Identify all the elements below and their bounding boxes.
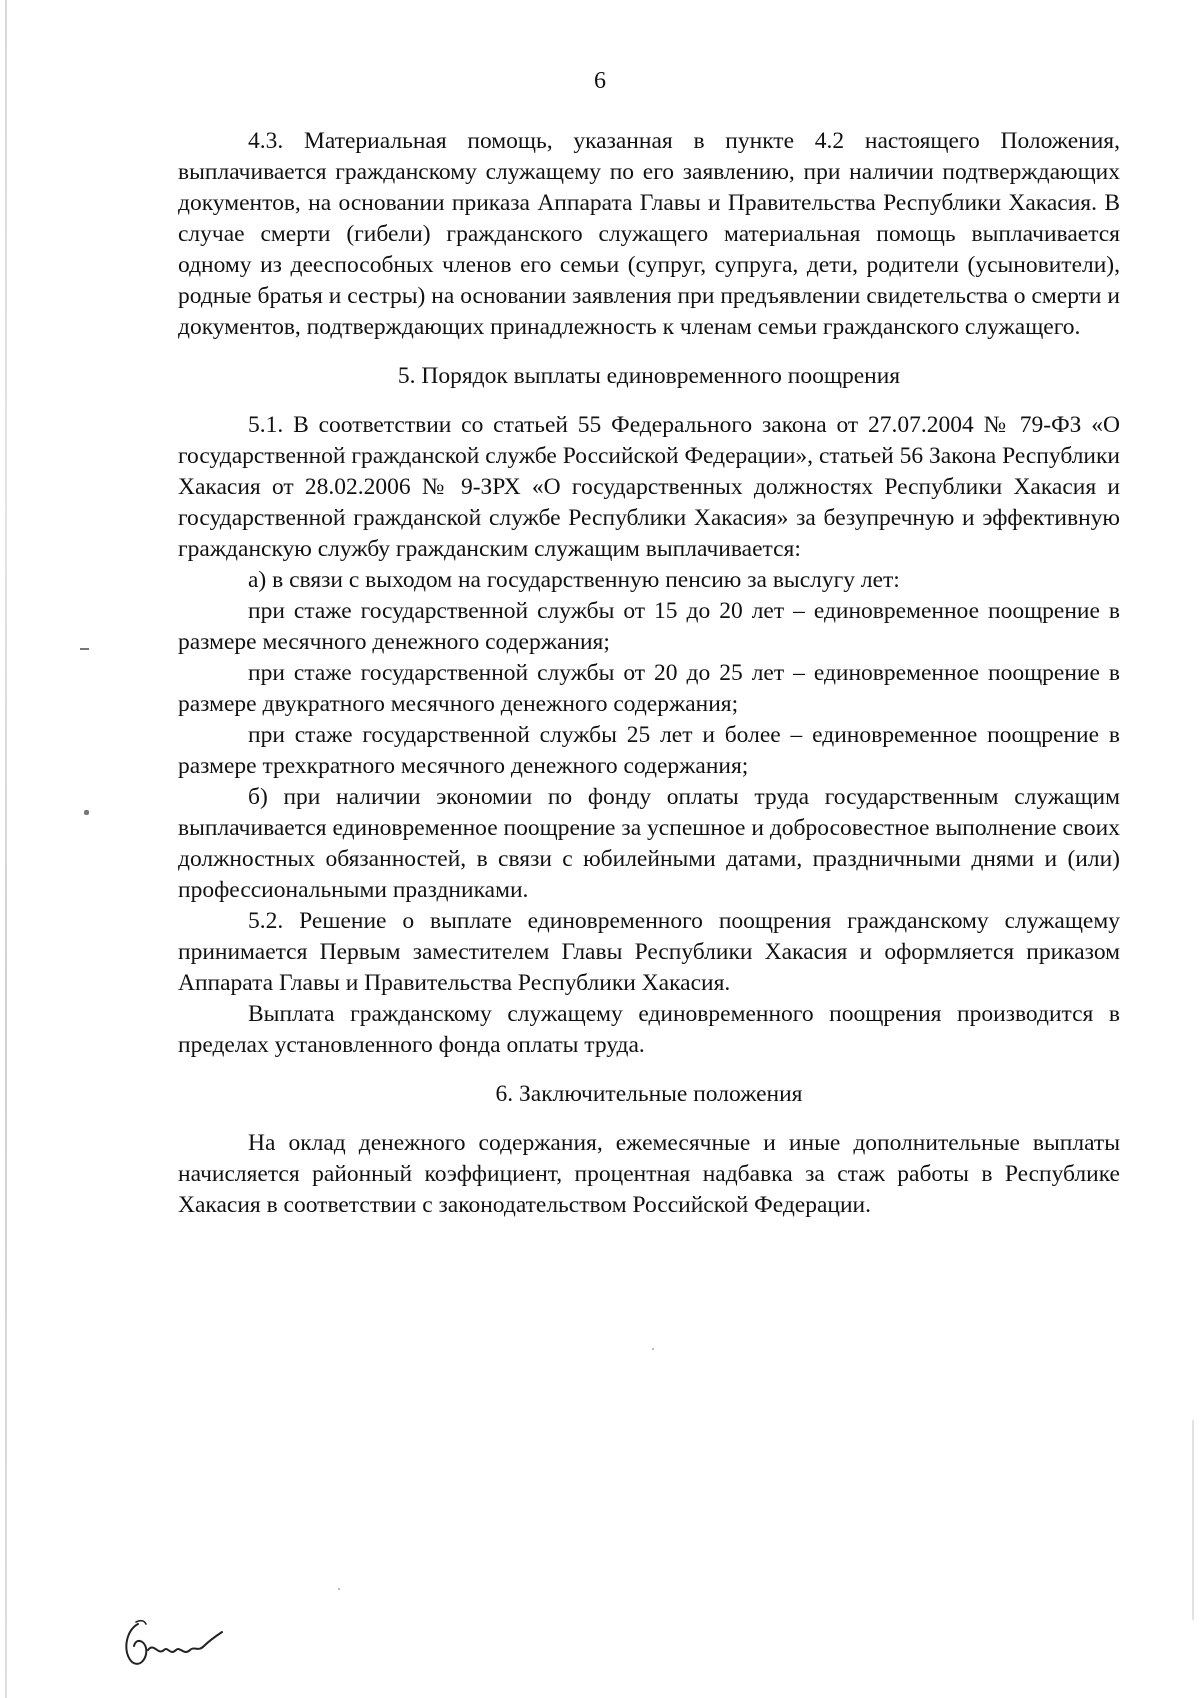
section-heading-5: 5. Порядок выплаты единовременного поощрения (397, 363, 901, 389)
section-heading-6: 6. Заключительные положения (495, 1081, 803, 1107)
paragraph-5-2-payment: Выплата гражданскому служащему единовременного поощрения производится в пределах установленного фонда оплаты труда. (178, 1001, 1120, 1058)
paragraph-5-1-a-item-2: при стаже государственной службы от 20 до 25 лет – единовременное поощрение в размере двукратного месячного денежного содержания; (178, 660, 1120, 717)
paragraph-5-1-a: а) в связи с выходом на государственную пенсию за выслугу лет: (248, 567, 900, 593)
document-body (178, 126, 1120, 1221)
scan-edge-right (1192, 1420, 1194, 1620)
scan-speck (652, 1348, 654, 1350)
paragraph-6: На оклад денежного содержания, ежемесячные и иные дополнительные выплаты начисляется районный коэффициент, процентная надбавка за стаж работы в Республике Хакасия в соответствии с законодательством Российской Федерации. (178, 1130, 1120, 1218)
paragraph-5-1-a-item-3: при стаже государственной службы 25 лет и более – единовременное поощрение в размере трехкратного месячного денежного содержания; (178, 722, 1120, 779)
paragraph-4-3: 4.3. Материальная помощь, указанная в пункте 4.2 настоящего Положения, выплачивается гражданскому служащему по его заявлению, при наличии подтверждающих документов, на основании приказа Аппарата Главы и Правительства Республики Хакасия. В случае смерти (гибели) гражданского служащего материальная помощь выплачивается одному из дееспособных членов его семьи (супруг, супруга, дети, родители (усыновители), родные братья и сестры) на основании заявления при предъявлении свидетельства о смерти и документов, подтверждающих принадлежность к членам семьи гражданского служащего. (178, 128, 1120, 340)
paragraph-5-1-b: б) при наличии экономии по фонду оплаты труда государственным служащим выплачивается единовременное поощрение за успешное и добросовестное выполнение своих должностных обязанностей, в связи с юбилейными датами, праздничными днями и (или) профессиональными праздниками. (178, 784, 1120, 903)
scan-speck (84, 810, 89, 815)
paragraph-5-1-a-item-1: при стаже государственной службы от 15 до 20 лет – единовременное поощрение в размере месячного денежного содержания; (178, 598, 1120, 655)
scan-speck (80, 648, 89, 650)
paragraph-5-2: 5.2. Решение о выплате единовременного поощрения гражданскому служащему принимается Первым заместителем Главы Республики Хакасия и оформляется приказом Аппарата Главы и Правительства Республики Хакасия. (178, 908, 1120, 996)
page-number: 6 (594, 68, 606, 94)
scan-edge-left (5, 0, 7, 1698)
scan-speck (338, 1588, 340, 1590)
paragraph-5-1: 5.1. В соответствии со статьей 55 Федерального закона от 27.07.2004 № 79-ФЗ «О государственной гражданской службе Российской Федерации», статьей 56 Закона Республики Хакасия от 28.02.2006 № 9-ЗРХ «О государственных должностях Республики Хакасия и государственной гражданской службе Республики Хакасия» за безупречную и эффективную гражданскую службу гражданским служащим выплачивается: (178, 412, 1120, 562)
handwritten-initials (118, 1612, 228, 1672)
